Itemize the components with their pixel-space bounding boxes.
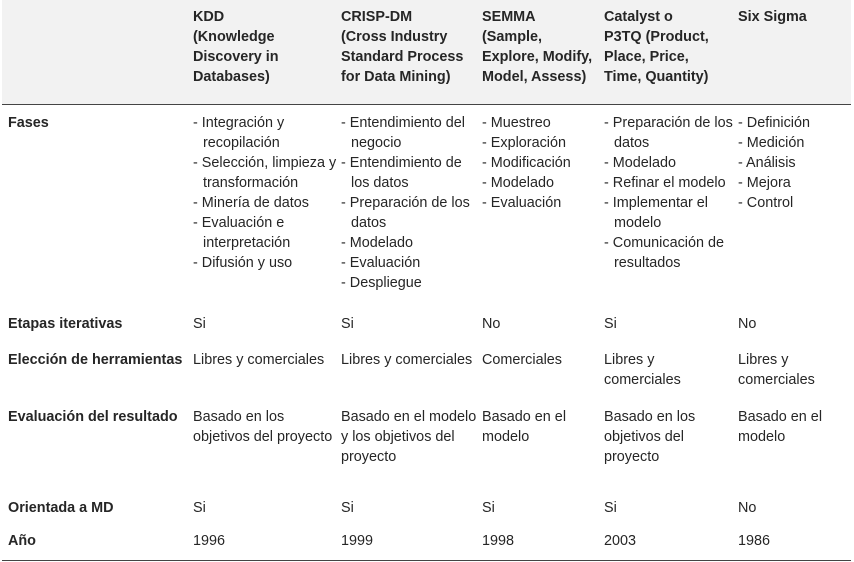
phase-list [193,113,341,273]
row-label-md: Orientada a MD [8,500,114,516]
cell-anio-crisp-dm: 1999 [341,529,478,561]
phase-item: - Medición [738,133,851,153]
header-line: Six Sigma [738,9,807,25]
phase-item: - Despliegue [341,273,478,293]
phase-item: - Mejora [738,173,851,193]
header-line: (Cross Industry [341,29,448,45]
cell-iterativas-crisp-dm: Si [341,316,354,332]
comparison-table-container [2,0,851,561]
cell-fases-catalyst [604,105,734,311]
header-line: (Knowledge [193,29,275,45]
header-kdd [193,0,341,105]
row-label-anio: Año [2,529,193,561]
cell-md-six-sigma: No [738,500,757,516]
header-line: Databases) [193,69,270,85]
cell-herramientas-crisp-dm: Libres y comerciales [341,352,473,368]
row-anio [2,529,851,561]
row-eleccion-herramientas [2,346,851,403]
phase-item: - Preparación de los datos [341,193,478,233]
cell-md-semma: Si [482,500,495,516]
cell-iterativas-catalyst: Si [604,316,617,332]
row-label-fases: Fases [8,115,49,131]
cell-fases-semma [478,105,604,311]
cell-evaluacion-six-sigma: Basado en el modelo [738,409,823,445]
phase-item: - Modelado [482,173,604,193]
phase-item: - Definición [738,113,851,133]
header-line: for Data Mining) [341,69,451,85]
cell-iterativas-six-sigma: No [738,316,757,332]
row-fases [2,105,851,311]
cell-fases-kdd [193,105,341,311]
row-label-iterativas: Etapas iterativas [8,316,123,332]
phase-item: - Evaluación e interpretación [193,213,341,253]
cell-iterativas-semma: No [482,316,501,332]
row-label-herramientas: Elección de herramientas [8,352,183,368]
methodologies-comparison-table [2,0,851,561]
header-line: KDD [193,9,225,25]
header-six-sigma [734,0,851,105]
header-catalyst [604,0,734,105]
cell-anio-six-sigma: 1986 [734,529,851,561]
header-line: P3TQ (Product, [604,29,709,45]
row-orientada-md [2,496,851,529]
phase-item: - Minería de datos [193,193,341,213]
header-line: Time, Quantity) [604,69,709,85]
cell-fases-six-sigma [734,105,851,311]
header-line: SEMMA [482,9,536,25]
cell-iterativas-kdd: Si [193,316,206,332]
phase-item: - Integración y recopilación [193,113,341,153]
table-header-row [2,0,851,105]
cell-herramientas-catalyst: Libres y comerciales [604,352,681,388]
cell-herramientas-kdd: Libres y comerciales [193,352,325,368]
phase-item: - Selección, limpieza y transformación [193,153,341,193]
header-line: CRISP-DM [341,9,413,25]
row-etapas-iterativas [2,310,851,346]
header-line: Model, Assess) [482,69,587,85]
phase-item: - Modificación [482,153,604,173]
cell-anio-kdd: 1996 [193,529,341,561]
phase-item: - Entendimiento de los datos [341,153,478,193]
header-line: Catalyst o [604,9,673,25]
phase-item: - Exploración [482,133,604,153]
cell-herramientas-six-sigma: Libres y comerciales [738,352,815,388]
phase-item: - Modelado [604,153,734,173]
header-line: Place, Price, [604,49,689,65]
row-evaluacion-resultado [2,403,851,496]
cell-fases-crisp-dm [341,105,478,311]
header-corner-cell [2,0,193,105]
phase-item: - Control [738,193,851,213]
phase-list [738,113,851,213]
header-line: Discovery in [193,49,279,65]
cell-evaluacion-kdd: Basado en los objetivos del proyecto [193,409,333,445]
phase-item: - Evaluación [482,193,604,213]
cell-md-catalyst: Si [604,500,617,516]
cell-md-crisp-dm: Si [341,500,354,516]
phase-item: - Análisis [738,153,851,173]
phase-item: - Entendimiento del negocio [341,113,478,153]
phase-item: - Refinar el modelo [604,173,734,193]
phase-item: - Evaluación [341,253,478,273]
cell-md-kdd: Si [193,500,206,516]
phase-item: - Comunicación de resultados [604,233,734,273]
phase-item: - Implementar el modelo [604,193,734,233]
phase-item: - Preparación de los datos [604,113,734,153]
phase-item: - Difusión y uso [193,253,341,273]
cell-evaluacion-crisp-dm: Basado en el modelo y los objetivos del proyecto [341,409,477,465]
phase-item: - Modelado [341,233,478,253]
header-line: Explore, Modify, [482,49,593,65]
cell-anio-semma: 1998 [478,529,604,561]
header-semma [478,0,604,105]
phase-item: - Muestreo [482,113,604,133]
phase-list [482,113,604,213]
header-crisp-dm [341,0,478,105]
phase-list [341,113,478,293]
cell-evaluacion-semma: Basado en el modelo [482,409,567,445]
header-line: (Sample, [482,29,542,45]
header-line: Standard Process [341,49,464,65]
row-label-evaluacion: Evaluación del resultado [8,409,178,425]
cell-evaluacion-catalyst: Basado en los objetivos del proyecto [604,409,696,465]
cell-herramientas-semma: Comerciales [482,352,562,368]
phase-list [604,113,734,273]
cell-anio-catalyst: 2003 [604,529,734,561]
